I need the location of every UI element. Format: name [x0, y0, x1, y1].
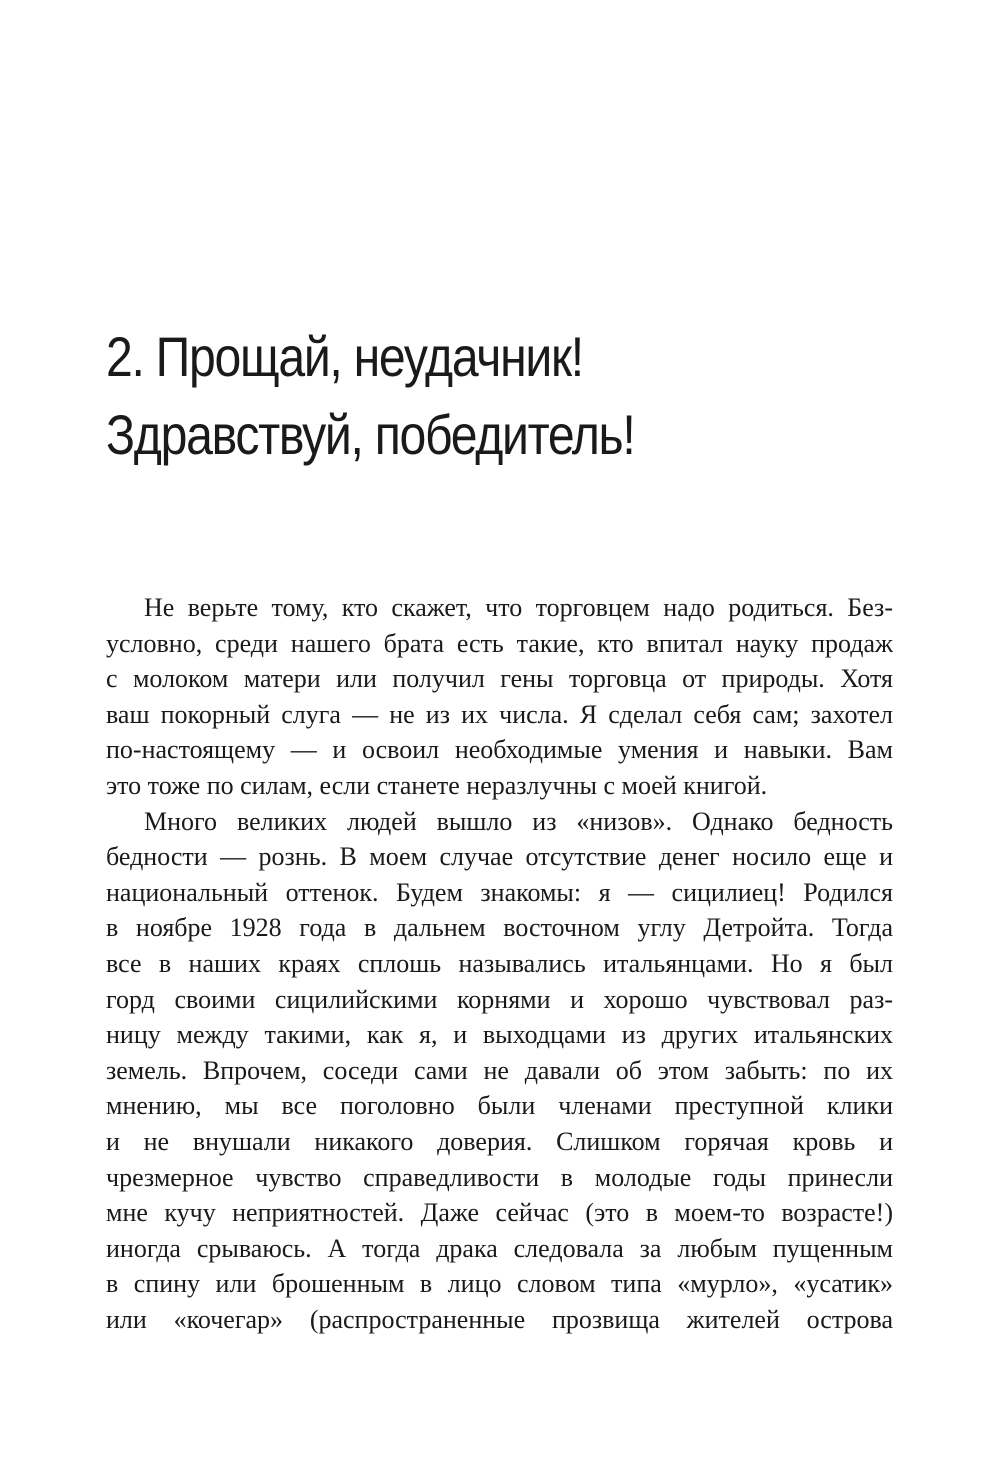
- text-line: национальный оттенок. Будем знакомы: я — сицилиец! Родился: [106, 877, 893, 907]
- text-line: Много великих людей вышло из «низов». Однако бедность: [144, 806, 893, 836]
- text-line: иногда срываюсь. А тогда драка следовала за любым пущенным: [106, 1233, 893, 1263]
- text-line: в спину или брошенным в лицо словом типа «мурло», «усатик»: [106, 1269, 893, 1299]
- chapter-title-line: Здравствуй, победитель!: [106, 403, 635, 466]
- text-line: это тоже по силам, если станете неразлучны с моей книгой.: [106, 770, 768, 800]
- text-line: Не верьте тому, кто скажет, что торговцем надо родиться. Без-: [144, 593, 893, 622]
- text-line: с молоком матери или получил гены торговца от природы. Хотя: [106, 664, 893, 694]
- chapter-title: [106, 318, 811, 474]
- text-line: мне кучу неприятностей. Даже сейчас (это в моем-то возрасте!): [106, 1198, 893, 1228]
- text-line: бедности — рознь. В моем случае отсутствие денег носило еще и: [106, 842, 893, 872]
- text-line: или «кочегар» (распространенные прозвища жителей острова: [106, 1304, 893, 1334]
- text-line: по-настоящему — и освоил необходимые умения и навыки. Вам: [106, 735, 893, 765]
- paragraph: [106, 804, 893, 1338]
- paragraph: [106, 590, 893, 804]
- text-line: чрезмерное чувство справедливости в молодые годы принесли: [106, 1162, 893, 1192]
- text-line: и не внушали никакого доверия. Слишком горячая кровь и: [106, 1126, 893, 1156]
- text-line: мнению, мы все поголовно были членами преступной клики: [106, 1091, 893, 1121]
- text-line: ваш покорный слуга — не из их числа. Я сделал себя сам; захотел: [106, 699, 893, 729]
- text-line: горд своими сицилийскими корнями и хорошо чувствовал раз-: [106, 984, 893, 1014]
- text-line: в ноябре 1928 года в дальнем восточном углу Детройта. Тогда: [106, 913, 893, 943]
- text-line: условно, среди нашего брата есть такие, кто впитал науку продаж: [106, 628, 893, 658]
- body-text: [106, 590, 893, 1337]
- text-line: все в наших краях сплошь назывались итальянцами. Но я был: [106, 948, 893, 978]
- text-line: ницу между такими, как я, и выходцами из других итальянских: [106, 1020, 893, 1050]
- text-line: земель. Впрочем, соседи сами не давали об этом забыть: по их: [106, 1055, 893, 1085]
- chapter-title-line: 2. Прощай, неудачник!: [106, 325, 583, 388]
